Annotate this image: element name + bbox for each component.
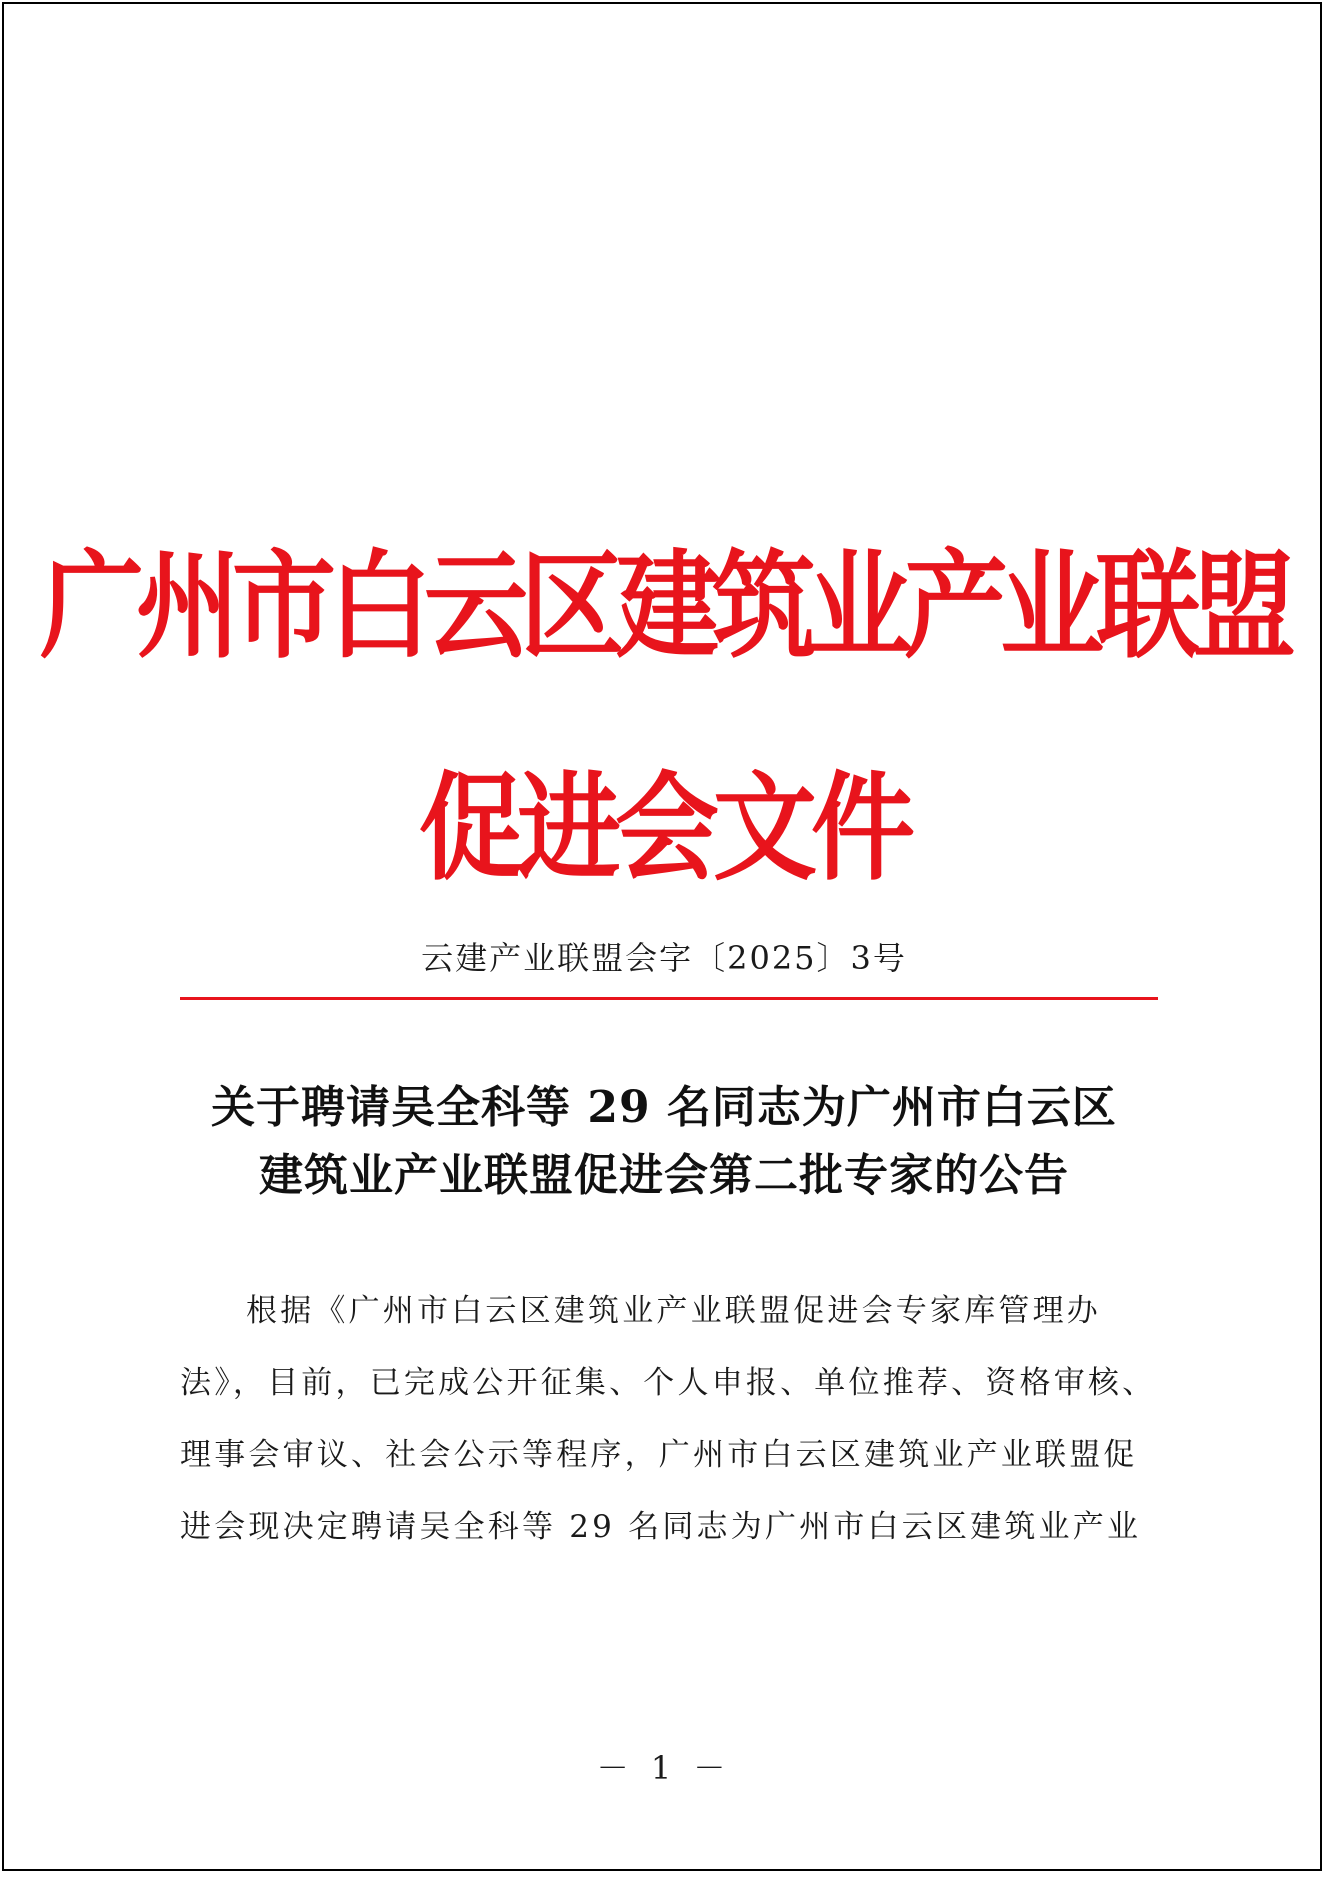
body-text-line: 理事会审议、社会公示等程序，广州市白云区建筑业产业联盟促 [180,1437,1138,1473]
notice-title-line-2: 建筑业产业联盟促进会第二批专家的公告 [259,1150,1069,1201]
document-header-line-1: 广州市白云区建筑业产业联盟 [39,537,1288,675]
page-border [2,2,1322,1871]
document-header-line-2: 促进会文件 [418,759,909,897]
body-text-line: 进会现决定聘请吴全科等 29 名同志为广州市白云区建筑业产业 [180,1509,1142,1545]
red-divider-line [180,997,1158,1000]
document-number: 云建产业联盟会字〔2025〕3号 [421,939,907,977]
body-text-line: 根据《广州市白云区建筑业产业联盟促进会专家库管理办 [246,1293,1101,1329]
notice-title-line-1: 关于聘请吴全科等 29 名同志为广州市白云区 [211,1082,1117,1133]
body-text-line: 法》，目前，已完成公开征集、个人申报、单位推荐、资格审核、 [180,1365,1157,1401]
page-number: － 1 － [596,1749,732,1787]
